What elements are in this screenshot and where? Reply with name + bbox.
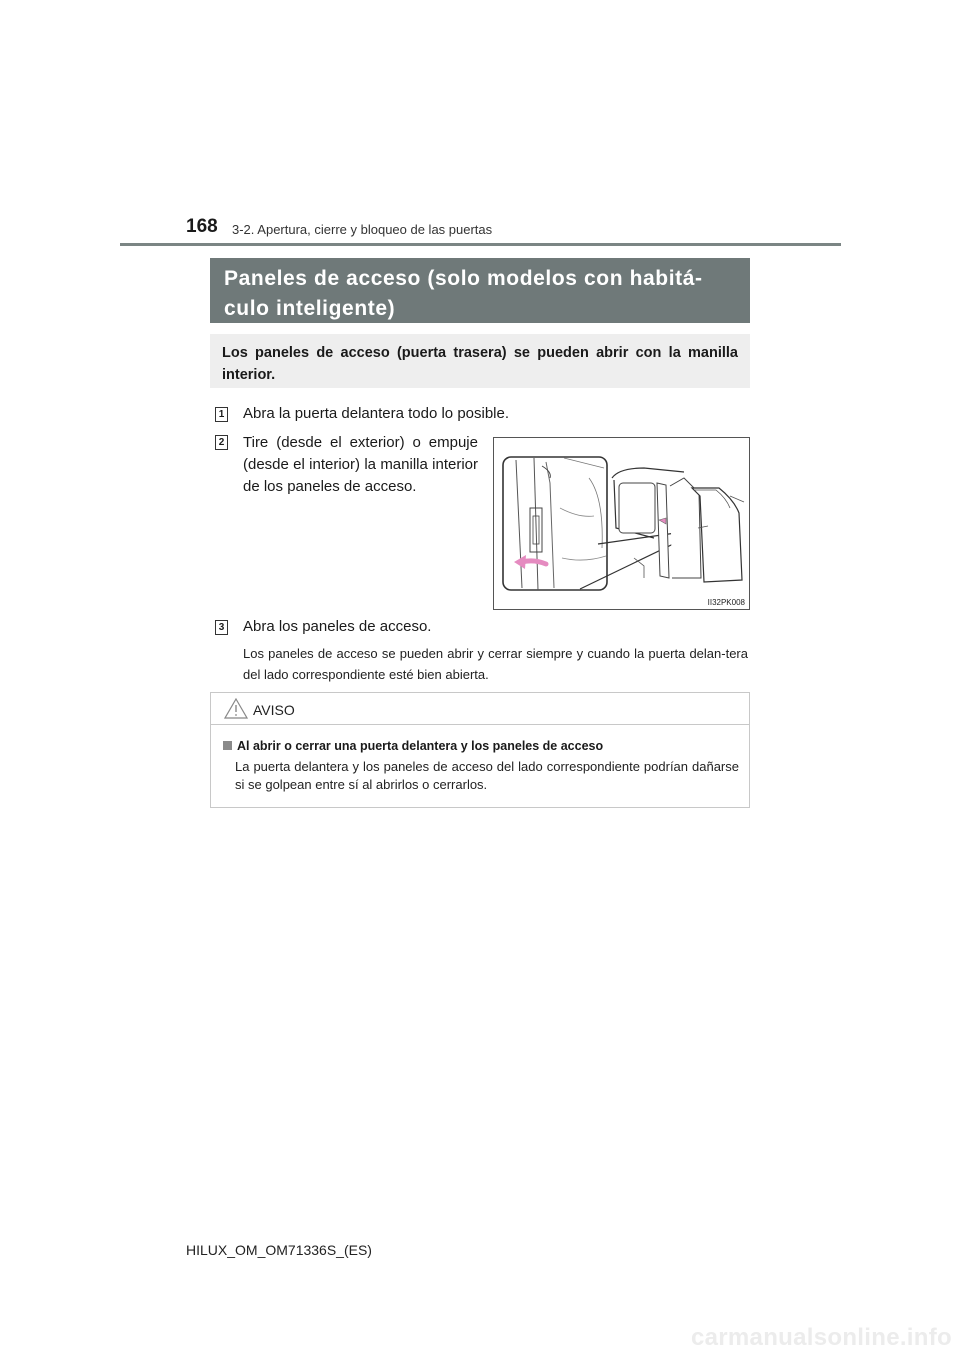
section-title: 3-2. Apertura, cierre y bloqueo de las puertas [232,222,493,237]
page-title [210,258,750,323]
step-1-text: Abra la puerta delantera todo lo posible. [243,405,510,422]
warning-header [211,693,749,725]
warning-label: AVISO [253,702,295,718]
footer-code: HILUX_OM_OM71336S_(ES) [186,1242,372,1258]
step-3-note: Los paneles de acceso se pueden abrir y cerrar siempre y cuando la puerta delan-tera del lado correspondiente esté bien abierta. [243,646,748,682]
step-1-number: 1 [215,407,228,422]
warning-text: La puerta delantera y los paneles de acceso del lado correspondiente podrían dañarse si se golpean entre sí al abrirlos o cerrarlos. [235,759,739,792]
warning-box [210,692,750,808]
page-title-line-2: culo inteligente) [224,297,396,320]
figure-code: II32PK008 [707,598,745,607]
step-3-number: 3 [215,620,228,635]
step-2-number: 2 [215,435,228,450]
step-3-text: Abra los paneles de acceso. [243,618,432,635]
page-number: 168 [186,216,218,237]
header-divider [120,243,841,246]
door-illustration-drawing [494,438,749,609]
door-illustration [493,437,750,610]
page-title-line-1: Paneles de acceso (solo modelos con habitá- [224,267,703,290]
intro-text: Los paneles de acceso (puerta trasera) se pueden abrir con la manilla interior. [210,334,750,388]
step-2-text: Tire (desde el exterior) o empuje (desde el interior) la manilla interior de los paneles de acceso. [243,434,478,495]
bullet-square-icon [223,741,232,750]
warning-title [223,739,603,753]
warning-title-text: Al abrir o cerrar una puerta delantera y los paneles de acceso [237,739,604,753]
watermark: carmanualsonline.info [690,1324,952,1351]
warning-triangle-icon [224,698,248,719]
